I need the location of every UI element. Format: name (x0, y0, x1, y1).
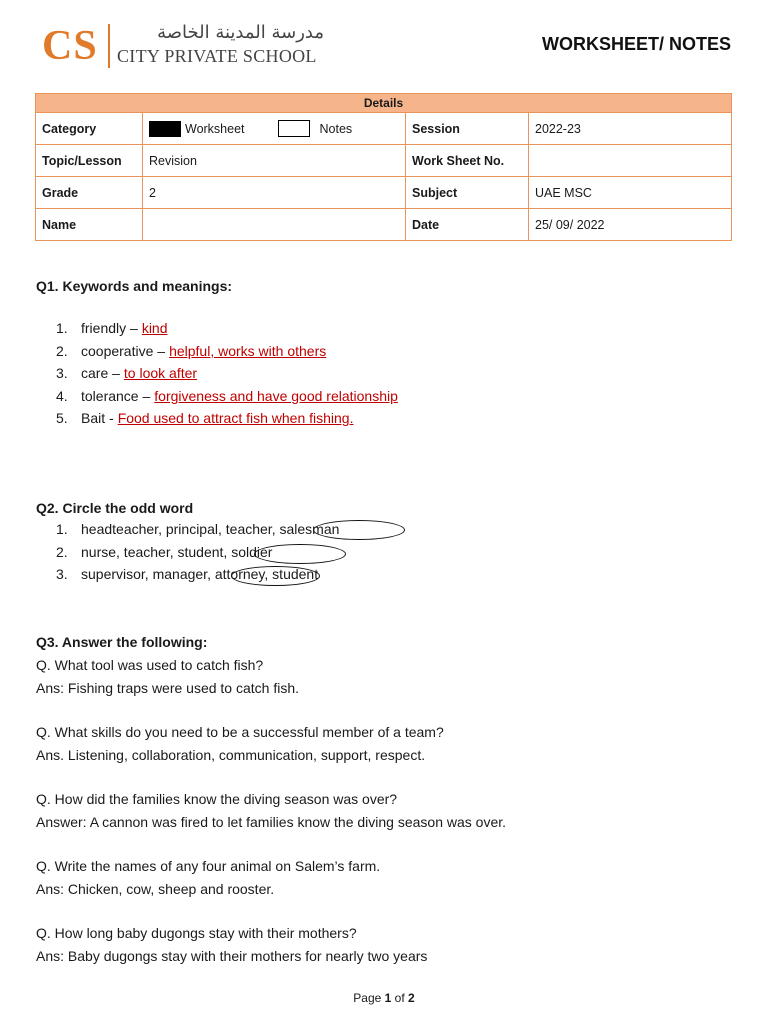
list-item (56, 544, 339, 567)
list-item (56, 320, 398, 343)
worksheet-no-label: Work Sheet No. (406, 145, 529, 177)
odd-word-circle (313, 520, 405, 540)
word-group: supervisor, manager, attorney, student (81, 566, 319, 582)
page-total: 2 (408, 991, 415, 1005)
item-number: 5. (56, 410, 68, 426)
worksheet-option-label: Worksheet (185, 121, 245, 136)
answer-text: Ans. Listening, collaboration, communication, support, respect. (36, 746, 426, 763)
list-item (56, 388, 398, 411)
q2-list (56, 521, 339, 589)
keyword: friendly – (81, 320, 138, 336)
answer-text: Ans: Chicken, cow, sheep and rooster. (36, 880, 275, 897)
answer-text: Ans: Baby dugongs stay with their mothers for nearly two years (36, 947, 428, 964)
keyword: cooperative – (81, 342, 166, 359)
worksheet-no-value (529, 145, 732, 177)
question-text: Q. How did the families know the diving season was over? (36, 791, 398, 807)
subject-label: Subject (406, 177, 529, 209)
topic-value: Revision (143, 145, 406, 177)
odd-word-circle (231, 566, 320, 586)
keyword: Bait - (81, 410, 114, 426)
odd-word-circle (254, 544, 346, 564)
answer-text: Answer: A cannon was fired to let families know the diving season was over. (36, 813, 507, 830)
item-number: 2. (56, 342, 68, 359)
session-value: 2022-23 (529, 113, 732, 145)
list-item (56, 343, 398, 366)
item-number: 1. (56, 320, 68, 336)
session-label: Session (406, 113, 529, 145)
q3-answers (36, 654, 506, 967)
school-name-english: CITY PRIVATE SCHOOL (117, 46, 317, 66)
school-name-arabic: مدرسة المدينة الخاصة (157, 22, 324, 43)
subject-value: UAE MSC (529, 177, 732, 209)
list-item (56, 566, 339, 589)
list-item (56, 521, 339, 544)
keyword-meaning: to look after (123, 365, 198, 381)
details-title: Details (36, 94, 732, 113)
worksheet-checkbox-filled (149, 121, 181, 137)
date-value: 25/ 09/ 2022 (529, 209, 732, 241)
q1-list (56, 320, 398, 433)
date-label: Date (406, 209, 529, 241)
logo-divider (108, 24, 110, 68)
category-label: Category (36, 113, 143, 145)
q3-title: Q3. Answer the following: (36, 634, 208, 650)
list-item (56, 410, 398, 433)
q2-title: Q2. Circle the odd word (36, 500, 194, 516)
keyword: care – (81, 365, 120, 381)
keyword: tolerance – (81, 387, 151, 404)
category-cell (143, 113, 406, 145)
school-logo-letters: CS (42, 23, 98, 69)
word-group: nurse, teacher, student, soldier (81, 543, 273, 560)
page-number: 1 (384, 991, 392, 1005)
item-number: 4. (56, 387, 68, 404)
question-text: Q. What tool was used to catch fish? (36, 657, 264, 673)
keyword-meaning: kind (141, 320, 168, 336)
question-text: Q. What skills do you need to be a successful member of a team? (36, 724, 444, 740)
keyword-meaning: forgiveness and have good relationship (154, 387, 398, 404)
keyword-meaning: Food used to attract fish when fishing. (117, 410, 354, 426)
name-value (143, 209, 406, 241)
question-text: Q. Write the names of any four animal on Salem’s farm. (36, 858, 381, 874)
of-word: of (394, 991, 405, 1005)
grade-label: Grade (36, 177, 143, 209)
item-number: 2. (56, 543, 68, 560)
name-label: Name (36, 209, 143, 241)
item-number: 1. (56, 521, 68, 537)
item-number: 3. (56, 566, 68, 582)
answer-text: Ans: Fishing traps were used to catch fish. (36, 679, 300, 696)
document-type-title: WORKSHEET/ NOTES (541, 34, 731, 54)
list-item (56, 365, 398, 388)
word-group: headteacher, principal, teacher, salesman (81, 521, 340, 537)
page-word: Page (353, 991, 382, 1005)
details-table (35, 93, 732, 241)
question-text: Q. How long baby dugongs stay with their mothers? (36, 925, 357, 941)
notes-option-label: Notes (319, 121, 353, 136)
notes-checkbox-empty (278, 120, 310, 137)
keyword-meaning: helpful, works with others (169, 342, 327, 359)
topic-label: Topic/Lesson (36, 145, 143, 177)
page-footer (0, 991, 768, 1005)
item-number: 3. (56, 365, 68, 381)
q1-title: Q1. Keywords and meanings: (36, 278, 233, 294)
grade-value: 2 (143, 177, 406, 209)
